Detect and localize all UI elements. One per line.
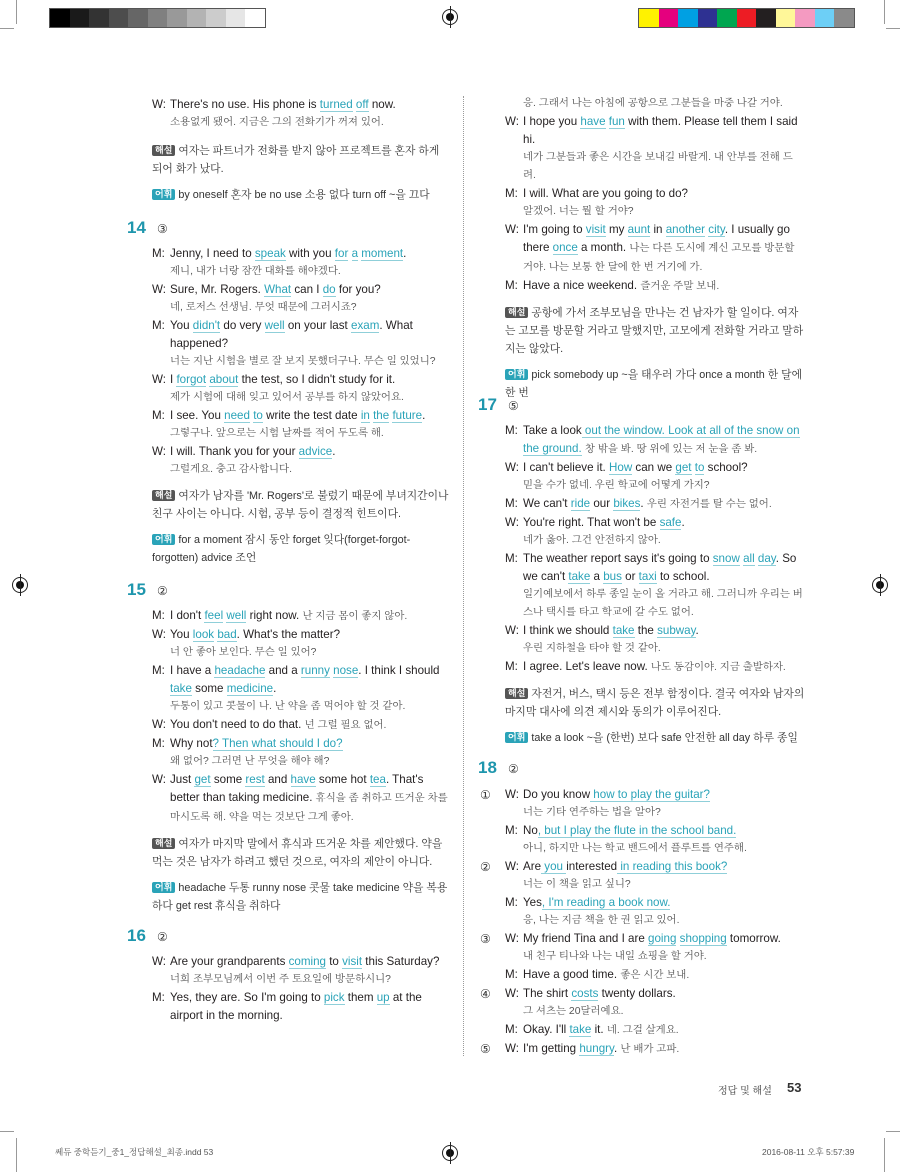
question-number: 18 (478, 758, 497, 777)
explanation-note: 해설 여자가 마지막 말에서 휴식과 뜨거운 차를 제안했다. 약을 먹는 것은 남자가 하려고 했던 것으로, 여자의 제안이 아니다. (152, 838, 443, 868)
color-swatch (89, 9, 109, 27)
translation-inline: 즐거운 주말 보내. (640, 281, 720, 292)
dialogue-line: M: Take a look out the window. Look at all of the snow on the ground. 창 밖을 봐. 땅 위에 있는 저 눈을 좀 봐. (505, 424, 800, 455)
color-swatch (678, 9, 698, 27)
speaker-label: M: (152, 737, 165, 750)
question-16-continued (505, 95, 805, 402)
question-number: 14 (127, 218, 146, 237)
answer-blank-word: exam (351, 319, 380, 332)
translation: 두통이 있고 콧물이 나. 난 약을 좀 먹어야 할 것 같아. (170, 701, 406, 712)
question-15-body (152, 607, 452, 915)
question-14-body (152, 245, 452, 567)
dialogue-line: W: Just get some rest and have some hot tea. That's better than taking medicine. 휴식을 좀 취하고 뜨거운 차를 마시도록 해. 약을 먹는 것보단 그게 좋아. (152, 773, 448, 823)
crop-mark (886, 28, 900, 29)
color-swatch (128, 9, 148, 27)
answer-blank-word: visit (585, 223, 606, 236)
speaker-label: W: (505, 516, 519, 529)
explanation-badge: 해설 (152, 145, 175, 156)
translation: 너는 이 책을 읽고 싶니? (523, 879, 631, 890)
dialogue-line: W: I'm going to visit my aunt in another city. I usually go there once a month. 나는 다른 도시에 계신 고모를 방문할 거야. 나는 보통 한 달에 한 번 거기에 가. (505, 223, 795, 273)
print-slug-timestamp: 2016-08-11 오후 5:57:39 (762, 1147, 855, 1157)
question-17-header (478, 395, 519, 415)
page-number: 53 (787, 1080, 802, 1095)
translation-inline: 창 밖을 봐. 땅 위에 있는 저 눈을 좀 봐. (584, 444, 758, 455)
speaker-label: M: (152, 664, 165, 677)
explanation-note: 해설 공항에 가서 조부모님을 만나는 건 남자가 할 일이다. 여자는 고모를 방문할 거라고 말했지만, 고모에게 전화할 거라고 말하지는 않았다. (505, 307, 804, 355)
answer-blank-word: subway (657, 624, 696, 637)
registration-mark-right-icon (872, 577, 888, 593)
color-swatch (737, 9, 757, 27)
dialogue-line: M: I agree. Let's leave now. 나도 동감이야. 지금 출발하자. (505, 658, 805, 677)
dialogue-line: W: I will. Thank you for your advice. (152, 443, 452, 461)
speaker-label: M: (505, 1023, 518, 1036)
question-16-header (127, 926, 168, 946)
vocabulary-badge: 어휘 (505, 732, 528, 743)
speaker-label: M: (505, 187, 518, 200)
color-swatch (717, 9, 737, 27)
dialogue-line: M: Have a good time. 좋은 시간 보내. (505, 966, 805, 985)
registration-mark-left-icon (12, 577, 28, 593)
translation: 제가 시험에 대해 잊고 있어서 공부를 하지 않았어요. (170, 392, 404, 403)
dialogue-line: M: We can't ride our bikes. 우린 자전거를 탈 수는 없어. (505, 495, 805, 514)
speaker-label: W: (152, 773, 166, 786)
answer-blank-word: how to play the guitar? (590, 788, 710, 801)
translation: 믿을 수가 없네. 우린 학교에 어떻게 가지? (523, 480, 710, 491)
explanation-badge: 해설 (152, 838, 175, 849)
question-14-header (127, 218, 168, 238)
dialogue-line: W: I hope you have fun with them. Please tell them I said hi. (505, 115, 798, 146)
answer-blank-word: What (264, 283, 292, 296)
vocabulary-note: 어휘 take a look ~을 (한번) 보다 safe 안전한 all day 하루 종일 (505, 729, 805, 747)
color-swatch (226, 9, 246, 27)
option-number: ⑤ (480, 1042, 491, 1056)
question-18-header (478, 758, 519, 778)
speaker-label: W: (152, 445, 166, 458)
speaker-label: W: (505, 932, 519, 945)
answer-blank-word: costs (571, 987, 599, 1000)
dialogue-line: W: I can't believe it. How can we get to school? (505, 459, 805, 477)
dialogue-line: M: No, but I play the flute in the school band. (505, 822, 805, 840)
answer-blank-word: safe (659, 516, 682, 529)
dialogue-line: W: Are your grandparents coming to visit this Saturday? (152, 953, 452, 971)
answer-blank-word: runny (300, 664, 330, 677)
speaker-label: M: (152, 247, 165, 260)
color-swatch (756, 9, 776, 27)
translation: 응. 그래서 나는 아침에 공항으로 그분들을 마중 나갈 거야. (523, 98, 783, 109)
translation: 왜 없어? 그러면 난 무엇을 해야 해? (170, 756, 330, 767)
translation-inline: 휴식을 좀 취하고 뜨거운 차를 마시도록 해. 약을 먹는 것보단 그게 좋아. (170, 793, 448, 823)
answer-blank-word: How (609, 461, 633, 474)
answer-blank-word: have (290, 773, 316, 786)
vocabulary-badge: 어휘 (152, 534, 175, 545)
translation: 소용없게 됐어. 지금은 그의 전화기가 꺼져 있어. (170, 117, 384, 128)
color-swatch (834, 9, 854, 27)
translation: 우린 지하철을 타야 할 것 같아. (523, 643, 661, 654)
left-column (152, 96, 452, 204)
answer-blank-word: take (170, 682, 192, 695)
color-swatch (815, 9, 835, 27)
translation: 응, 나는 지금 책을 한 권 읽고 있어. (523, 915, 680, 926)
answer-blank-word: headache (214, 664, 266, 677)
answer-blank-word: pick (323, 991, 345, 1004)
speaker-label: M: (505, 824, 518, 837)
translation: 아니, 하지만 나는 학교 밴드에서 플루트를 연주해. (523, 843, 747, 854)
answer-blank-word: didn't (192, 319, 221, 332)
answer-blank-word: forgot (176, 373, 207, 386)
dialogue-line: W: I think we should take the subway. (505, 622, 805, 640)
speaker-label: W: (152, 718, 166, 731)
print-slug-filename: 쎄듀 중학듣기_중1_정답해설_최종.indd 53 (55, 1147, 214, 1157)
speaker-label: M: (505, 896, 518, 909)
translation-inline: 나도 동감이야. 지금 출발하자. (650, 662, 786, 673)
color-swatch (206, 9, 226, 27)
answer-blank-word: city (708, 223, 725, 236)
speaker-label: M: (505, 424, 518, 437)
dialogue-line: M: I see. You need to write the test date in the future. (152, 407, 452, 425)
grayscale-calibration-bar (49, 8, 266, 28)
dialogue-line: M: I don't feel well right now. 난 지금 몸이 좋지 않아. (152, 607, 452, 626)
color-swatch (698, 9, 718, 27)
dialogue-line: M: The weather report says it's going to snow all day. So we can't take a bus or taxi to school. (505, 552, 797, 583)
translation-inline: 나는 다른 도시에 계신 고모를 방문할 거야. 나는 보통 한 달에 한 번 거기에 가. (523, 243, 795, 273)
speaker-label: W: (505, 1042, 519, 1055)
footer-section-title: 정답 및 해설 (718, 1086, 772, 1097)
translation-inline: 난 배가 고파. (620, 1044, 680, 1055)
translation: 네가 그분들과 좋은 시간을 보내길 바랄게. 내 안부를 전해 드려. (523, 152, 793, 181)
translation-inline: 넌 그럴 필요 없어. (304, 720, 387, 731)
answer-blank-word: about (209, 373, 239, 386)
vocabulary-note: 어휘 pick somebody up ~을 태우러 가다 once a month 한 달에 한 번 (505, 369, 803, 399)
answer-blank-word: to (694, 461, 705, 474)
answer-blank-word: rest (245, 773, 265, 786)
answer-blank-word: , I'm reading a book now. (541, 896, 671, 909)
speaker-label: W: (505, 987, 519, 1000)
answer-option (480, 786, 805, 858)
option-number: ① (480, 788, 491, 802)
translation: 너희 조부모님께서 이번 주 토요일에 방문하시니? (170, 974, 391, 985)
answer-blank-word: look (192, 628, 215, 641)
answer-blank-word: take (568, 570, 591, 583)
dialogue-line: W: Are you interested in reading this book? (505, 858, 805, 876)
answer-blank-word: the (373, 409, 390, 422)
crop-mark (0, 1131, 14, 1132)
answer-blank-word: a (351, 247, 359, 260)
column-divider (463, 96, 464, 1056)
color-swatch (167, 9, 187, 27)
color-swatch (70, 9, 90, 27)
question-15-header (127, 580, 168, 600)
answer-blank-word: bus (603, 570, 622, 583)
answer-blank-word: another (665, 223, 706, 236)
translation: 제니, 내가 너랑 잠깐 대화를 해야겠다. (170, 266, 341, 277)
answer-blank-word: get (675, 461, 692, 474)
answer-blank-word: bikes (613, 497, 641, 510)
dialogue-line: M: You didn't do very well on your last exam. What happened? (152, 319, 413, 350)
explanation-badge: 해설 (505, 688, 528, 699)
color-calibration-bar (638, 8, 855, 28)
crop-mark (16, 1138, 17, 1172)
answer-blank-word: nose (333, 664, 359, 677)
translation: 네가 옳아. 그건 안전하지 않아. (523, 535, 661, 546)
translation: 너는 지난 시험을 별로 잘 보지 못했더구나. 무슨 일 있었니? (170, 356, 436, 367)
dialogue-line: M: Yes, they are. So I'm going to pick them up at the airport in the morning. (152, 991, 422, 1022)
translation: 알겠어. 너는 뭘 할 거야? (523, 206, 634, 217)
answer-blank-word: day (757, 552, 776, 565)
answer-blank-word: aunt (627, 223, 651, 236)
speaker-label: M: (152, 609, 165, 622)
translation-inline: 우린 자전거를 탈 수는 없어. (646, 499, 772, 510)
answer-option (480, 858, 805, 930)
answer-blank-word: all (743, 552, 755, 565)
question-number: 16 (127, 926, 146, 945)
explanation-badge: 해설 (505, 307, 528, 318)
color-swatch (639, 9, 659, 27)
answer-blank-word: need (224, 409, 250, 422)
dialogue-line: M: Jenny, I need to speak with you for a moment. (152, 245, 452, 263)
color-swatch (776, 9, 796, 27)
answer-mark: ③ (157, 222, 168, 236)
question-16-body (152, 953, 452, 1025)
translation: 그럴게요. 충고 감사합니다. (170, 464, 292, 475)
color-swatch (245, 9, 265, 27)
answer-blank-word: future (392, 409, 423, 422)
speaker-label: M: (505, 552, 518, 565)
translation: 일기예보에서 하루 종일 눈이 올 거라고 해. 그러니까 우리는 버스나 택시를 타고 학교에 갈 수도 없어. (523, 589, 803, 618)
answer-option (480, 985, 805, 1040)
speaker-label: W: (505, 624, 519, 637)
answer-blank-word: tea (369, 773, 386, 786)
dialogue-line: W: You look bad. What's the matter? (152, 626, 452, 644)
dialogue-line: W: My friend Tina and I are going shopping tomorrow. (505, 930, 805, 948)
crop-mark (16, 0, 17, 24)
speaker-label: M: (505, 497, 518, 510)
option-number: ④ (480, 987, 491, 1001)
color-swatch (795, 9, 815, 27)
option-number: ② (480, 860, 491, 874)
speaker-label: M: (505, 279, 518, 292)
dialogue-line: W: The shirt costs twenty dollars. (505, 985, 805, 1003)
answer-blank-word: get (194, 773, 211, 786)
option-number: ③ (480, 932, 491, 946)
answer-blank-word: visit (342, 955, 363, 968)
question-number: 17 (478, 395, 497, 414)
answer-blank-word: ? Then what should I do? (212, 737, 343, 750)
answer-mark: ② (157, 930, 168, 944)
answer-blank-word: fun (608, 115, 625, 128)
explanation-note: 해설 여자는 파트너가 전화를 받지 않아 프로젝트를 혼자 하게 되어 화가 났다. (152, 145, 440, 175)
vocabulary-note: 어휘 for a moment 잠시 동안 forget 잊다(forget-forgot-forgotten) advice 조언 (152, 534, 411, 564)
answer-blank-word: bad (217, 628, 237, 641)
answer-blank-word: take (569, 1023, 592, 1036)
speaker-label: M: (152, 409, 165, 422)
answer-blank-word: up (376, 991, 390, 1004)
color-swatch (109, 9, 129, 27)
answer-blank-word: taxi (638, 570, 657, 583)
translation-inline: 난 지금 몸이 좋지 않아. (302, 611, 408, 622)
explanation-note: 해설 여자가 남자를 'Mr. Rogers'로 불렀기 때문에 부녀지간이나 친구 사이는 아니다. 시험, 공부 등이 결정적 힌트이다. (152, 490, 449, 520)
translation: 내 친구 티나와 나는 내일 쇼핑을 할 거야. (523, 951, 707, 962)
answer-blank-word: in reading this book? (617, 860, 728, 873)
answer-blank-word: coming (288, 955, 326, 968)
answer-blank-word: once (552, 241, 578, 254)
explanation-badge: 해설 (152, 490, 175, 501)
answer-blank-word: you (541, 860, 567, 873)
crop-mark (884, 0, 885, 24)
answer-blank-word: shopping (679, 932, 727, 945)
translation-inline: 좋은 시간 보내. (620, 970, 690, 981)
crop-mark (886, 1131, 900, 1132)
dialogue-line: M: I have a headache and a runny nose. I think I should take some medicine. (152, 664, 440, 695)
answer-blank-word: speak (254, 247, 286, 260)
question-18-body (480, 786, 805, 1059)
vocabulary-badge: 어휘 (505, 369, 528, 380)
registration-mark-bottom-icon (442, 1145, 458, 1161)
speaker-label: W: (152, 283, 166, 296)
answer-blank-word: medicine (226, 682, 274, 695)
translation: 네, 로저스 선생님. 무엇 때문에 그러시죠? (170, 302, 357, 313)
answer-blank-word: snow (712, 552, 740, 565)
dialogue-line: W: You're right. That won't be safe. (505, 514, 805, 532)
translation: 그 셔츠는 20달러예요. (523, 1006, 624, 1017)
answer-blank-word: for (334, 247, 349, 260)
answer-blank-word: out the window. Look at all of the snow on the ground. (523, 424, 800, 455)
answer-blank-word: , but I play the flute in the school band. (537, 824, 737, 837)
dialogue-line: M: Yes, I'm reading a book now. (505, 894, 805, 912)
dialogue-line: W: You don't need to do that. 넌 그럴 필요 없어. (152, 716, 452, 735)
question-number: 15 (127, 580, 146, 599)
answer-mark: ② (508, 762, 519, 776)
translation-inline: 네. 그걸 살게요. (606, 1025, 679, 1036)
crop-mark (884, 1138, 885, 1172)
explanation-note: 해설 자전거, 버스, 택시 등은 전부 함정이다. 결국 여자와 남자의 마지막 대사에 의견 제시와 동의가 이루어진다. (505, 688, 805, 718)
vocabulary-note: 어휘 by oneself 혼자 be no use 소용 없다 turn off ~을 끄다 (152, 186, 452, 204)
answer-mark: ② (157, 584, 168, 598)
answer-blank-word: well (226, 609, 247, 622)
answer-blank-word: have (580, 115, 606, 128)
speaker-label: W: (152, 955, 166, 968)
speaker-label: M: (152, 991, 165, 1004)
translation: 그렇구나. 앞으로는 시험 날짜를 적어 두도록 해. (170, 428, 384, 439)
answer-blank-word: ride (570, 497, 591, 510)
vocabulary-note: 어휘 headache 두통 runny nose 콧물 take medicine 약을 복용하다 get rest 휴식을 취하다 (152, 882, 448, 912)
question-17-body (505, 422, 805, 747)
dialogue-line: M: Okay. I'll take it. 네. 그걸 살게요. (505, 1021, 805, 1040)
color-swatch (148, 9, 168, 27)
answer-blank-word: going (648, 932, 677, 945)
speaker-label: W: (505, 788, 519, 801)
registration-mark-top-icon (442, 9, 458, 25)
color-swatch (187, 9, 207, 27)
translation: 너 안 좋아 보인다. 무슨 일 있어? (170, 647, 317, 658)
vocabulary-badge: 어휘 (152, 189, 175, 200)
dialogue-line: M: Have a nice weekend. 즐거운 주말 보내. (505, 277, 805, 296)
answer-blank-word: do (322, 283, 336, 296)
answer-blank-word: well (264, 319, 285, 332)
speaker-label: W: (505, 860, 519, 873)
speaker-label: W: (152, 373, 166, 386)
speaker-label: M: (505, 660, 518, 673)
speaker-label: W: (505, 115, 519, 128)
dialogue-line: W: Sure, Mr. Rogers. What can I do for you? (152, 281, 452, 299)
color-swatch (50, 9, 70, 27)
speaker-label: W: (505, 223, 519, 236)
color-swatch (659, 9, 679, 27)
vocabulary-badge: 어휘 (152, 882, 175, 893)
speaker-label: W: (505, 461, 519, 474)
answer-blank-word: moment (361, 247, 404, 260)
speaker-label: W: (152, 628, 166, 641)
answer-blank-word: take (612, 624, 635, 637)
speaker-label: M: (152, 319, 165, 332)
dialogue-line: M: I will. What are you going to do? (505, 185, 805, 203)
dialogue-line: W: Do you know how to play the guitar? (505, 786, 805, 804)
dialogue-line: M: Why not? Then what should I do? (152, 735, 452, 753)
answer-option (480, 1040, 805, 1059)
dialogue-line: W: I forgot about the test, so I didn't study for it. (152, 371, 452, 389)
dialogue-line: W: I'm getting hungry. 난 배가 고파. (505, 1040, 805, 1059)
answer-blank-word: in (360, 409, 370, 422)
answer-mark: ⑤ (508, 399, 519, 413)
answer-blank-word: feel (204, 609, 224, 622)
answer-blank-word: hungry (579, 1042, 614, 1055)
translation: 너는 기타 연주하는 법을 알아? (523, 807, 661, 818)
answer-option (480, 930, 805, 985)
speaker-label: M: (505, 968, 518, 981)
crop-mark (0, 28, 14, 29)
dialogue-line: W: There's no use. His phone is turned off now. (152, 98, 396, 111)
answer-blank-word: advice (298, 445, 333, 458)
answer-blank-word: to (253, 409, 263, 422)
